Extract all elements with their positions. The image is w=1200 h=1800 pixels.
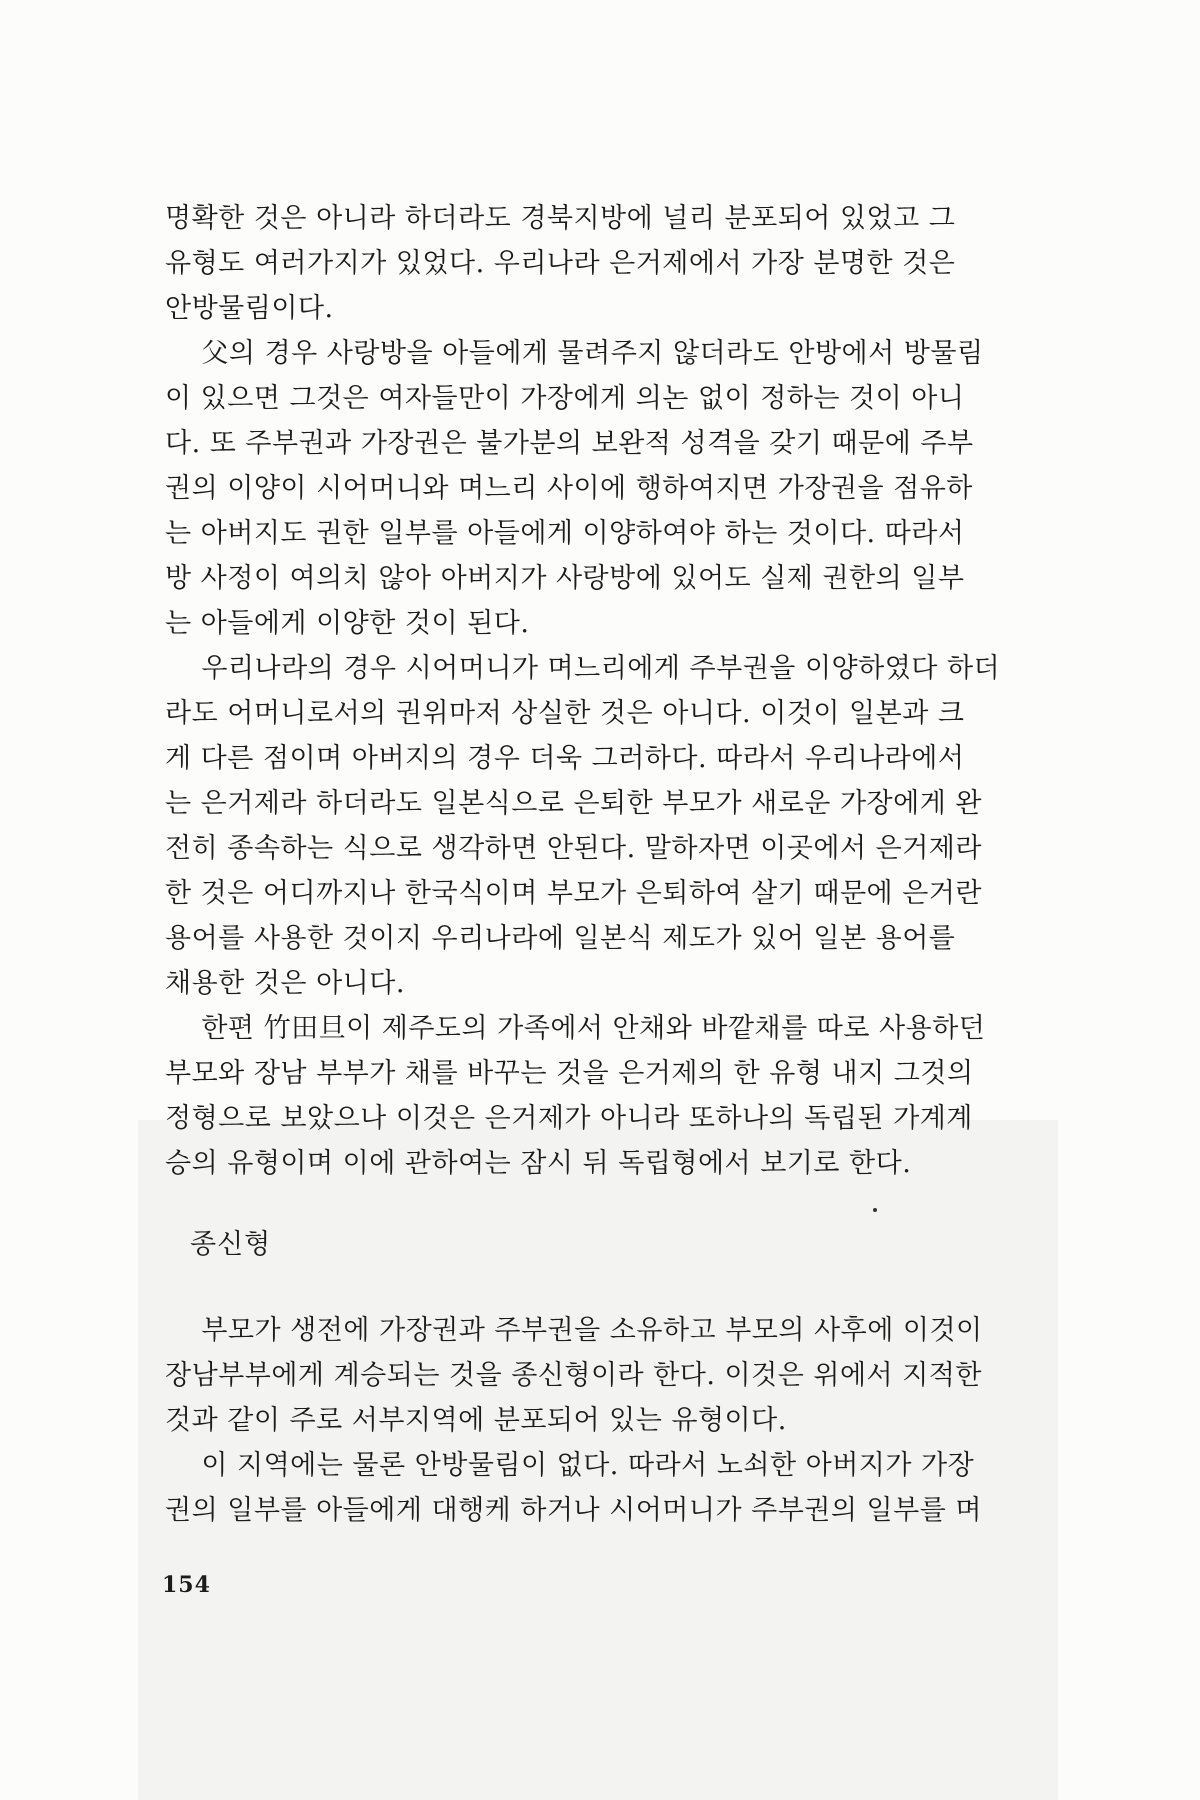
text-line: 부모와 장남 부부가 채를 바꾸는 것을 은거제의 한 유형 내지 그것의	[165, 1058, 974, 1089]
body-text	[165, 196, 1055, 1186]
text-line: 안방물림이다.	[165, 293, 334, 324]
text-line: 권의 일부를 아들에게 대행케 하거나 시어머니가 주부권의 일부를 며	[165, 1495, 982, 1526]
text-line: 명확한 것은 아니라 하더라도 경북지방에 널리 분포되어 있었고 그	[165, 203, 956, 234]
text-line: 것과 같이 주로 서부지역에 분포되어 있는 유형이다.	[165, 1405, 787, 1436]
text-line: 는 아버지도 권한 일부를 아들에게 이양하여야 하는 것이다. 따라서	[165, 518, 965, 549]
text-line: 다. 또 주부권과 가장권은 불가분의 보완적 성격을 갖기 때문에 주부	[165, 428, 974, 459]
text-line: 권의 이양이 시어머니와 며느리 사이에 행하여지면 가장권을 점유하	[165, 473, 973, 504]
text-line: 우리나라의 경우 시어머니가 며느리에게 주부권을 이양하였다 하더	[165, 653, 1001, 684]
text-line: 한편 竹田旦이 제주도의 가족에서 안채와 바깥채를 따로 사용하던	[165, 1013, 986, 1044]
text-line: 승의 유형이며 이에 관하여는 잠시 뒤 독립형에서 보기로 한다.	[165, 1148, 912, 1179]
text-line: 방 사정이 여의치 않아 아버지가 사랑방에 있어도 실제 권한의 일부	[165, 563, 965, 594]
text-line: 장남부부에게 계승되는 것을 종신형이라 한다. 이것은 위에서 지적한	[165, 1360, 982, 1391]
section-heading: 종신형	[190, 1229, 272, 1260]
section-text	[165, 1308, 1055, 1533]
text-line: 부모가 생전에 가장권과 주부권을 소유하고 부모의 사후에 이것이	[165, 1315, 983, 1346]
text-line: 는 아들에게 이양한 것이 된다.	[165, 608, 530, 639]
text-line: 용어를 사용한 것이지 우리나라에 일본식 제도가 있어 일본 용어를	[165, 923, 956, 954]
page-number: 154	[162, 1572, 211, 1598]
text-line: 라도 어머니로서의 권위마저 상실한 것은 아니다. 이것이 일본과 크	[165, 698, 965, 729]
text-line: 채용한 것은 아니다.	[165, 968, 405, 999]
text-line: 게 다른 점이며 아버지의 경우 더욱 그러하다. 따라서 우리나라에서	[165, 743, 965, 774]
text-line: 유형도 여러가지가 있었다. 우리나라 은거제에서 가장 분명한 것은	[165, 248, 956, 279]
scan-speck	[873, 1208, 877, 1212]
text-line: 전히 종속하는 식으로 생각하면 안된다. 말하자면 이곳에서 은거제라	[165, 833, 982, 864]
text-line: 는 은거제라 하더라도 일본식으로 은퇴한 부모가 새로운 가장에게 완	[165, 788, 982, 819]
text-line: 정형으로 보았으나 이것은 은거제가 아니라 또하나의 독립된 가계계	[165, 1103, 973, 1134]
text-line: 이 있으면 그것은 여자들만이 가장에게 의논 없이 정하는 것이 아니	[165, 383, 965, 414]
text-line: 한 것은 어디까지나 한국식이며 부모가 은퇴하여 살기 때문에 은거란	[165, 878, 982, 909]
text-line: 父의 경우 사랑방을 아들에게 물려주지 않더라도 안방에서 방물림	[165, 338, 984, 369]
text-line: 이 지역에는 물론 안방물림이 없다. 따라서 노쇠한 아버지가 가장	[165, 1450, 975, 1481]
